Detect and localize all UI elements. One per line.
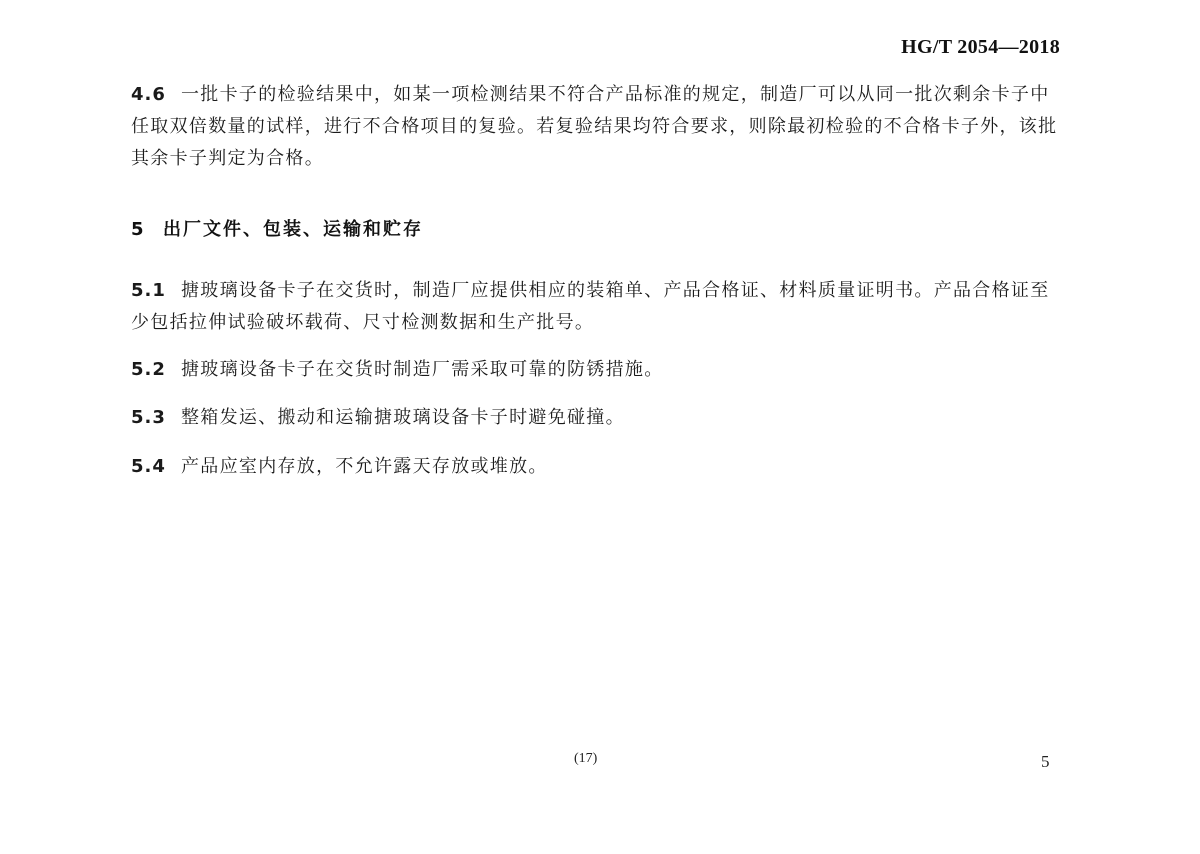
page-mark: (17) [574,751,598,766]
clause-number: 5.1 [131,280,166,301]
clause-5-1 [131,275,1066,339]
page-number: 5 [1041,752,1050,771]
clause-4-6 [131,79,1066,175]
standard-code: HG/T 2054—2018 [901,36,1060,58]
clause-text: 搪玻璃设备卡子在交货时，制造厂应提供相应的装箱单、产品合格证、材料质量证明书。产品合格证至少包括拉伸试验破坏载荷、尺寸检测数据和生产批号。 [131,280,1050,333]
section-heading [131,215,423,241]
section-number: 5 [131,219,145,240]
clause-number: 4.6 [131,84,166,105]
clause-5-2 [131,354,1066,386]
clause-text: 产品应室内存放，不允许露天存放或堆放。 [181,456,548,477]
clause-5-3 [131,402,1066,434]
clause-number: 5.4 [131,456,166,477]
clause-number: 5.3 [131,407,166,428]
clause-text: 整箱发运、搬动和运输搪玻璃设备卡子时避免碰撞。 [181,407,625,428]
clause-text: 一批卡子的检验结果中，如某一项检测结果不符合产品标准的规定，制造厂可以从同一批次剩余卡子中任取双倍数量的试样，进行不合格项目的复验。若复验结果均符合要求，则除最初检验的不合格卡子外，该批其余卡子判定为合格。 [131,84,1058,169]
clause-text: 搪玻璃设备卡子在交货时制造厂需采取可靠的防锈措施。 [181,359,664,380]
clause-number: 5.2 [131,359,166,380]
clause-5-4 [131,451,1066,483]
section-title: 出厂文件、包装、运输和贮存 [163,219,423,240]
